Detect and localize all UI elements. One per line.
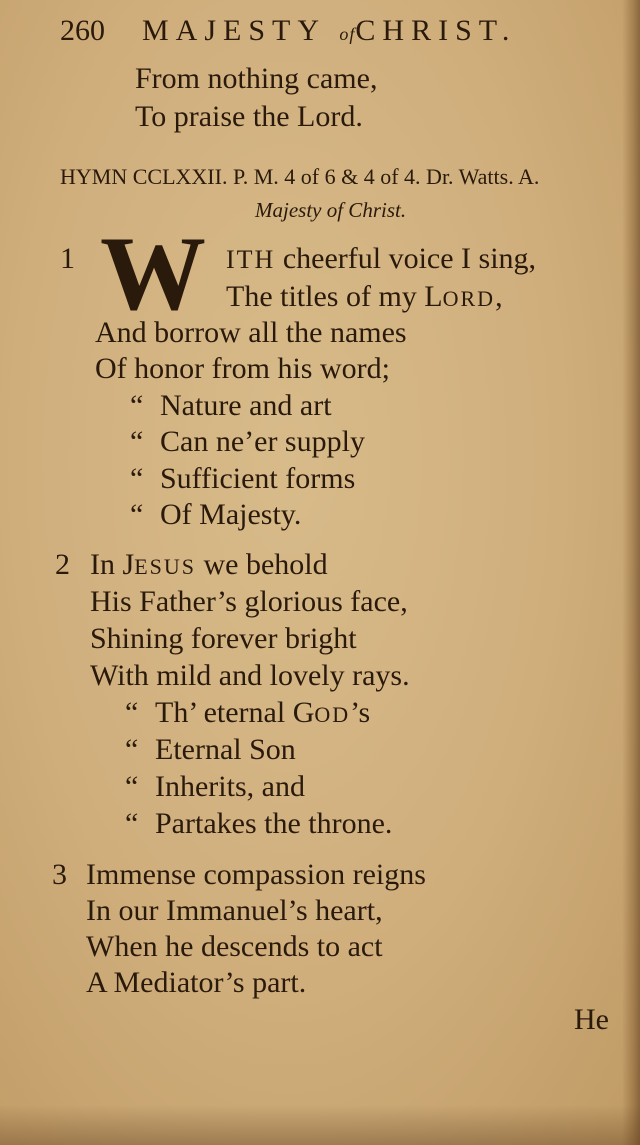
stanza1-line-8 [130, 498, 301, 532]
stanza-number-2: 2 [55, 548, 70, 581]
stanza2-line-3: Shining forever bright [90, 622, 357, 655]
stanza2-line1-jesus-initial: J [122, 548, 135, 581]
drop-cap: W [100, 215, 206, 332]
stanza2-line5-god-rest: OD [314, 702, 351, 727]
opening-quote: “ [125, 770, 139, 803]
stanza1-line-2 [226, 280, 503, 314]
opening-quote: “ [130, 498, 144, 531]
stanza1-line-5 [130, 389, 332, 423]
stanza2-line7-text: Inherits, and [155, 770, 305, 803]
stanza2-line5-god [293, 696, 350, 729]
stanza2-line1-jesus [123, 548, 196, 581]
opening-quote: “ [125, 696, 139, 729]
stanza2-line8-text: Partakes the throne. [155, 807, 393, 840]
stanza1-line-6 [130, 425, 365, 459]
hymn-subtitle: Majesty of Christ. [255, 198, 407, 222]
opening-quote: “ [130, 425, 144, 458]
header-majesty: MAJESTY [142, 14, 325, 47]
stanza2-line6-text: Eternal Son [155, 733, 296, 766]
stanza1-line-1 [226, 242, 536, 276]
stanza2-line1-jesus-rest: ESUS [134, 554, 196, 579]
stanza2-line-4: With mild and lovely rays. [90, 659, 410, 692]
opening-quote: “ [125, 733, 139, 766]
stanza2-line1-pre: In [90, 548, 115, 581]
stanza1-line2-lord-rest: ORD [442, 286, 496, 311]
stanza1-line-4: Of honor from his word; [95, 352, 390, 385]
opening-quote: “ [130, 389, 144, 422]
stanza1-line8-text: Of Majesty. [160, 498, 302, 531]
stanza2-line-8 [125, 807, 392, 841]
stanza3-line-1: Immense compassion reigns [86, 858, 426, 891]
stanza1-line2-pre: The titles of my [226, 280, 417, 313]
stanza2-line-7 [125, 770, 305, 804]
stanza2-line-6 [125, 733, 296, 767]
stanza2-line1-post: we behold [203, 548, 328, 581]
stanza1-line1-rest: cheerful voice I sing, [282, 242, 537, 275]
running-header [142, 14, 516, 48]
stanza1-line-7 [130, 462, 355, 496]
page-bottom-shadow [0, 1105, 640, 1145]
stanza2-line5-pre: Th’ eternal [155, 696, 286, 729]
stanza1-line7-text: Sufficient forms [160, 462, 356, 495]
stanza1-line5-text: Nature and art [160, 389, 332, 422]
stanza3-line-2: In our Immanuel’s heart, [86, 894, 383, 927]
stanza1-line2-post: , [495, 280, 503, 313]
stanza2-line-5 [125, 696, 370, 730]
stanza-number-1: 1 [60, 242, 75, 275]
stanza1-line1-smallcaps: ITH [226, 245, 276, 274]
catchword: He [574, 1003, 609, 1036]
stanza2-line-2: His Father’s glorious face, [90, 585, 408, 618]
page-number: 260 [60, 14, 105, 47]
stanza1-line2-lord-initial: L [424, 280, 443, 313]
stanza2-line-1 [90, 548, 328, 582]
previous-hymn-line-2: To praise the Lord. [135, 100, 363, 133]
stanza1-line2-lord [424, 280, 495, 313]
header-of: of [339, 24, 356, 44]
stanza3-line-3: When he descends to act [86, 930, 383, 963]
page-edge-shadow [622, 0, 640, 1145]
stanza3-line-4: A Mediator’s part. [86, 966, 307, 999]
stanza2-line5-post: ’s [350, 696, 371, 729]
stanza2-line5-god-initial: G [292, 696, 315, 729]
stanza-number-3: 3 [52, 858, 67, 891]
opening-quote: “ [130, 462, 144, 495]
stanza1-line-3: And borrow all the names [95, 316, 407, 349]
hymn-meta: HYMN CCLXXII. P. M. 4 of 6 & 4 of 4. Dr. Watts. A. [60, 164, 540, 189]
stanza1-line6-text: Can ne’er supply [160, 425, 365, 458]
opening-quote: “ [125, 807, 139, 840]
header-christ: CHRIST. [355, 14, 517, 47]
previous-hymn-line-1: From nothing came, [135, 62, 378, 95]
